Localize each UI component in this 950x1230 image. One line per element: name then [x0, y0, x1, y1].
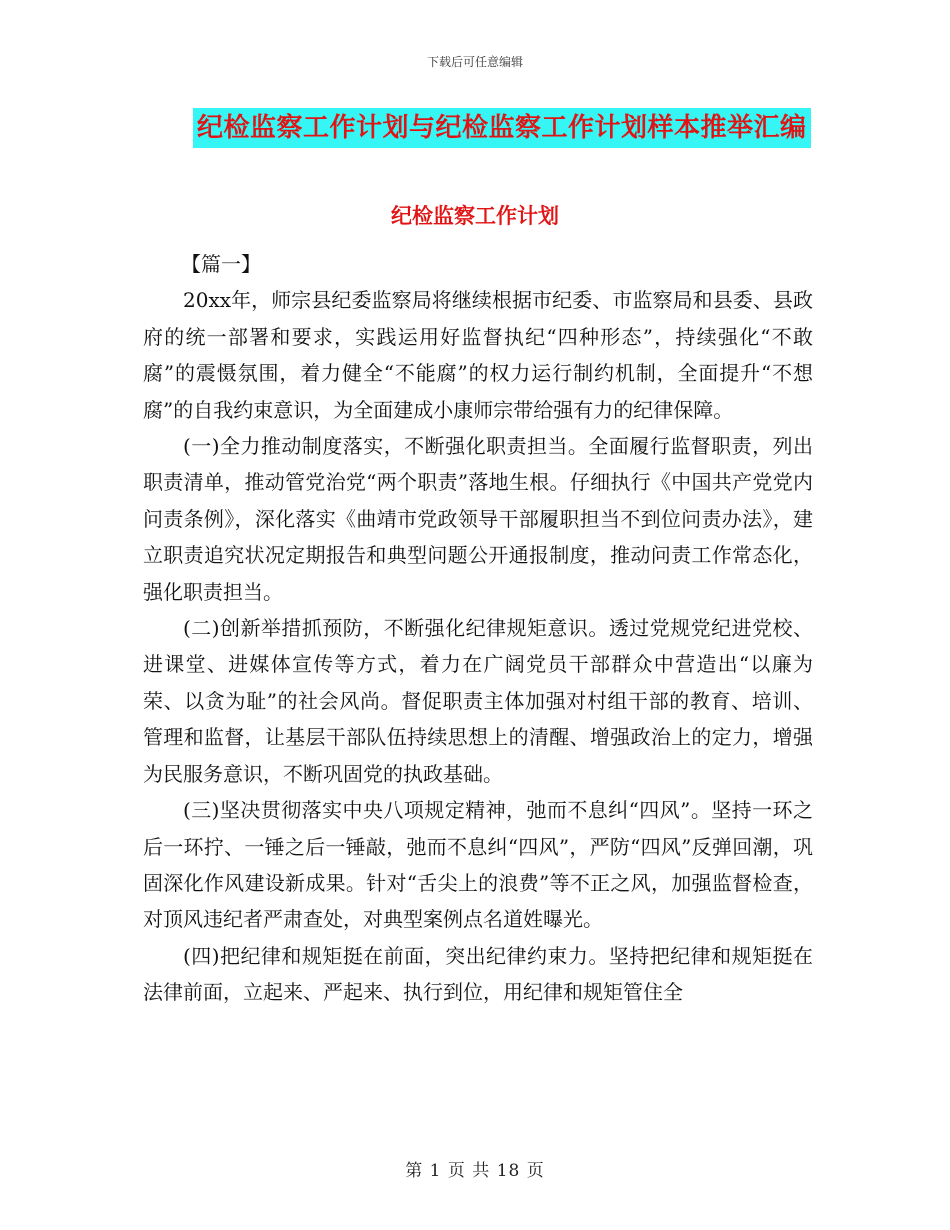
page-footer: 第 1 页 共 18 页	[405, 1161, 545, 1181]
paragraph-item-3: (三)坚决贯彻落实中央八项规定精神，弛而不息纠“四风”。坚持一环之后一环拧、一锤之后一锤敲，弛而不息纠“四风”，严防“四风”反弹回潮，巩固深化作风建设新成果。针对“舌尖上的浪费”等不正之风，加强监督检查，对顶风违纪者严肃查处，对典型案例点名道姓曝光。	[143, 798, 813, 932]
paragraph-item-4: (四)把纪律和规矩挺在前面，突出纪律约束力。坚持把纪律和规矩挺在法律前面，立起来、严起来、执行到位，用纪律和规矩管住全	[143, 943, 813, 1005]
paragraph-intro: 20xx年，师宗县纪委监察局将继续根据市纪委、市监察局和县委、县政府的统一部署和要求，实践运用好监督执纪“四种形态”，持续强化“不敢腐”的震慑氛围，着力健全“不能腐”的权力运行制约机制，全面提升“不想腐”的自我约束意识，为全面建成小康师宗带给强有力的纪律保障。	[143, 288, 813, 422]
document-main-title: 纪检监察工作计划与纪检监察工作计划样本推举汇编	[193, 108, 811, 148]
section-title: 纪检监察工作计划	[391, 204, 559, 228]
paragraph-item-1: (一)全力推动制度落实，不断强化职责担当。全面履行监督职责，列出职责清单，推动管党治党“两个职责”落地生根。仔细执行《中国共产党党内问责条例》，深化落实《曲靖市党政领导干部履职担当不到位问责办法》，建立职责追究状况定期报告和典型问题公开通报制度，推动问责工作常态化，强化职责担当。	[143, 434, 813, 604]
header-note: 下载后可任意编辑	[426, 55, 523, 69]
section-label: 【篇一】	[181, 252, 261, 276]
paragraph-item-2: (二)创新举措抓预防，不断强化纪律规矩意识。透过党规党纪进党校、进课堂、进媒体宣传等方式，着力在广阔党员干部群众中营造出“以廉为荣、以贪为耻”的社会风尚。督促职责主体加强对村组干部的教育、培训、管理和监督，让基层干部队伍持续思想上的清醒、增强政治上的定力，增强为民服务意识，不断巩固党的执政基础。	[143, 616, 813, 786]
document-body	[143, 246, 813, 1011]
